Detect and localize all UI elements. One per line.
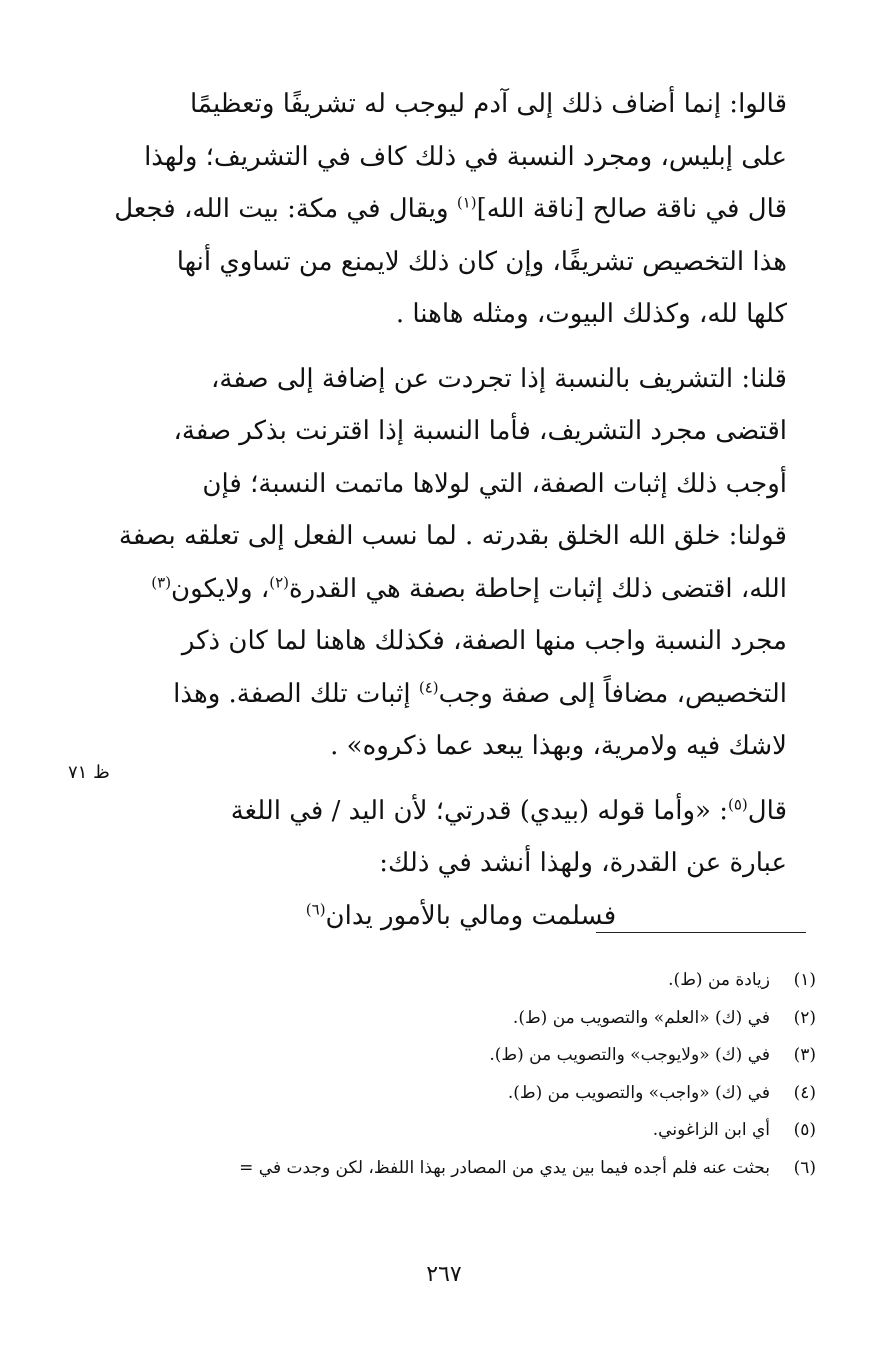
footnote-ref: (٥): [727, 794, 748, 813]
text-segment: قال: [747, 795, 787, 826]
text-line: مجرد النسبة واجب منها الصفة، فكذلك هاهنا لما كان ذكر: [181, 626, 787, 656]
text-line: قولنا: خلق الله الخلق بقدرته . لما نسب الفعل إلى تعلقه بصفة: [118, 521, 787, 551]
text-line: على إبليس، ومجرد النسبة في ذلك كاف في التشريف؛ ولهذا: [144, 141, 787, 172]
footnote-number: (٢): [793, 1007, 816, 1028]
footnote: [100, 1112, 816, 1150]
footnote-text: في (ك) «العلم» والتصويب من (ط).: [512, 1007, 770, 1028]
text-line: قالوا: إنما أضاف ذلك إلى آدم ليوجب له تشريفًا وتعظيمًا: [190, 89, 787, 119]
footnote-number: (٣): [793, 1045, 816, 1065]
text-line: [105, 668, 817, 721]
footnote: [100, 1000, 816, 1038]
footnote-number: (٥): [793, 1120, 816, 1140]
footnote-number: (٤): [793, 1082, 816, 1103]
text-segment: إثبات تلك الصفة. وهذا: [173, 678, 419, 709]
footnote-number: (١): [793, 970, 816, 990]
text-segment: الله، اقتضى ذلك إثبات إحاطة بصفة هي القدرة: [289, 573, 787, 604]
footnote-ref: (٢): [269, 572, 289, 591]
text-line: [105, 183, 817, 236]
text-line: أوجب ذلك إثبات الصفة، التي لولاها ماتمت النسبة؛ فإن: [202, 468, 787, 499]
text-line: [105, 563, 817, 616]
footnote: [100, 1075, 816, 1113]
text-line: قلنا: التشريف بالنسبة إذا تجردت عن إضافة إلى صفة،: [211, 363, 787, 394]
footnote-text: في (ك) «ولايوجب» والتصويب من (ط).: [489, 1045, 770, 1065]
footnote-text: في (ك) «واجب» والتصويب من (ط).: [507, 1082, 770, 1103]
footnote: [100, 962, 816, 1000]
footnote-ref: (٦): [305, 899, 326, 918]
paragraph-2: [105, 353, 817, 773]
footnote: [100, 1037, 816, 1075]
paragraph-1: [105, 78, 817, 341]
text-line: عبارة عن القدرة، ولهذا أنشد في ذلك:: [379, 848, 787, 878]
text-line: هذا التخصيص تشريفًا، وإن كان ذلك لايمنع من تساوي أنها: [176, 246, 787, 277]
footnote-text: زيادة من (ط).: [668, 970, 770, 990]
verse-line: [105, 890, 817, 943]
text-line: اقتضى مجرد التشريف، فأما النسبة إذا اقترنت بذكر صفة،: [173, 416, 787, 446]
footnotes: [100, 962, 816, 1187]
text-line: لاشك فيه ولامرية، وبهذا يبعد عما ذكروه» .: [330, 731, 787, 761]
footnote-text: بحثت عنه فلم أجده فيما بين يدي من المصادر بهذا اللفظ، لكن وجدت في =: [239, 1157, 770, 1178]
main-text: [105, 78, 817, 942]
text-segment: التخصيص، مضافاً إلى صفة وجب: [438, 678, 787, 709]
text-segment: : «وأما قوله (بيدي) قدرتي؛ لأن اليد / في اللغة: [230, 795, 728, 826]
manuscript-folio-marker: ظ ٧١: [68, 762, 110, 783]
text-segment: ويقال في مكة: بيت الله، فجعل: [114, 194, 457, 224]
page-number: ٢٦٧: [426, 1262, 462, 1287]
text-segment: ، ولايكون: [171, 573, 270, 604]
footnote-separator: [596, 932, 806, 933]
text-line: كلها لله، وكذلك البيوت، ومثله هاهنا .: [395, 299, 787, 329]
text-segment: قال في ناقة صالح [ناقة الله]: [476, 194, 787, 224]
footnote-number: (٦): [793, 1157, 816, 1178]
footnote-ref: (٣): [151, 572, 172, 591]
verse-text: فسلمت ومالي بالأمور يدان: [325, 900, 617, 931]
footnote-ref: (١): [456, 193, 477, 212]
text-line: [105, 785, 817, 838]
paragraph-3: [105, 785, 817, 943]
footnote-ref: (٤): [418, 677, 439, 696]
footnote: [100, 1150, 816, 1188]
footnote-text: أي ابن الزاغوني.: [652, 1120, 770, 1140]
